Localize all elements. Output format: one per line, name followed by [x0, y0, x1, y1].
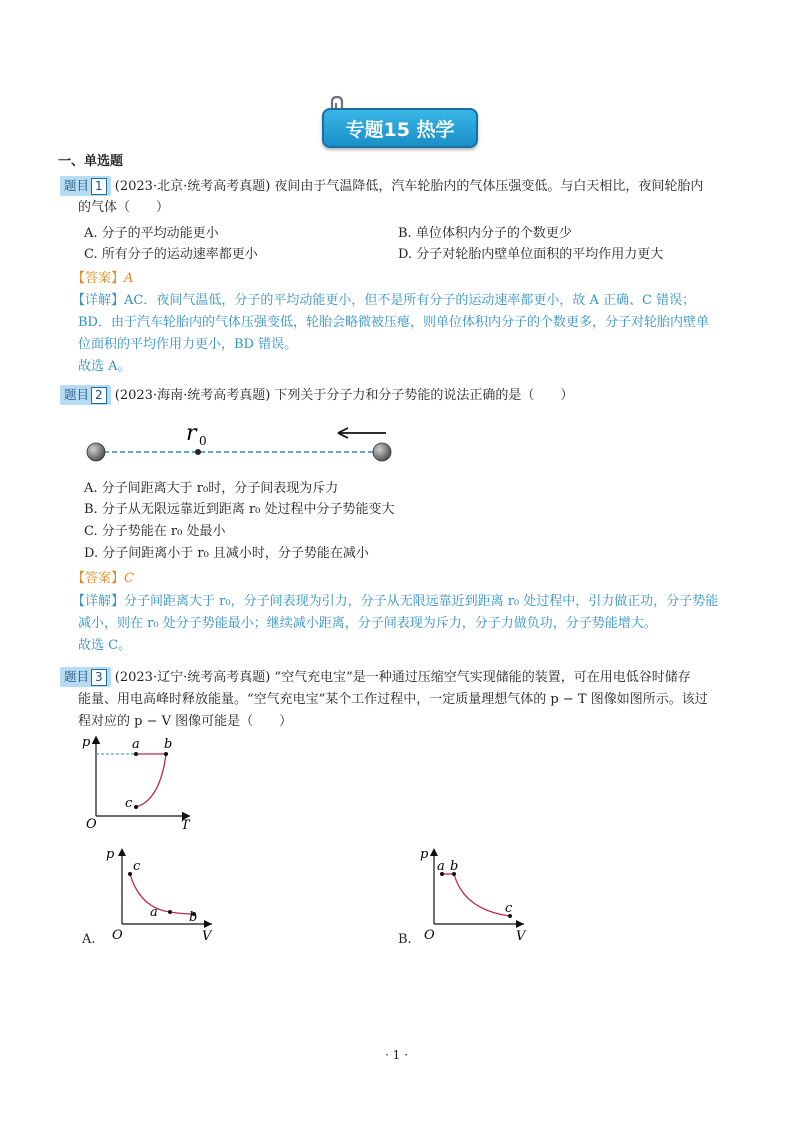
p-T-graph: [78, 732, 208, 832]
svg-text:O: O: [86, 817, 97, 832]
q1-option-c: C. 所有分子的运动速率都更小: [84, 247, 258, 262]
graph-b-label: B.: [398, 932, 412, 947]
question-2-stem: 题目 2 (2023·海南·统考高考真题) 下列关于分子力和分子势能的说法正确的是（ ）: [60, 385, 573, 406]
section-heading: 一、单选题: [58, 154, 124, 169]
svg-text:b: b: [450, 859, 459, 874]
q1-option-b: B. 单位体积内分子的个数更少: [398, 226, 572, 241]
svg-text:V: V: [516, 929, 526, 944]
svg-text:a: a: [132, 737, 140, 752]
svg-text:V: V: [202, 929, 212, 944]
svg-text:c: c: [125, 796, 133, 811]
q2-detail-3: 故选 C。: [78, 638, 132, 653]
svg-text:c: c: [505, 901, 513, 916]
question-1-stem: 题目 1 (2023·北京·统考高考真题) 夜间由于气温降低，汽车轮胎内的气体压强变低。与白天相比，夜间轮胎内: [60, 176, 703, 197]
svg-text:T: T: [181, 818, 190, 832]
q1-answer: 【答案】A: [72, 271, 134, 286]
question-3-stem-3: 程对应的 p − V 图像可能是（ ）: [78, 714, 293, 729]
q1-option-a: A. 分子的平均动能更小: [84, 226, 219, 241]
q2-detail-2: 减小，则在 r₀ 处分子势能最小；继续减小距离，分子间表现为斥力，分子力做负功，分子势能增大。: [78, 616, 657, 631]
svg-text:a: a: [437, 859, 445, 874]
q2-option-c: C. 分子势能在 r₀ 处最小: [84, 524, 226, 539]
question-tag: 题目 2: [60, 385, 111, 405]
svg-text:p: p: [420, 847, 429, 862]
molecule-right: [373, 443, 391, 461]
svg-text:b: b: [164, 737, 173, 752]
graph-a-label: A.: [82, 932, 96, 947]
question-3-stem: 题目 3 (2023·辽宁·统考高考真题) “空气充电宝”是一种通过压缩空气实现储能的装置，可在用电低谷时储存: [60, 667, 691, 688]
page-number: · 1 ·: [385, 1048, 408, 1062]
molecule-distance-figure: [80, 418, 400, 468]
svg-text:O: O: [424, 928, 435, 943]
q2-option-d: D. 分子间距离小于 r₀ 且减小时，分子势能在减小: [84, 546, 369, 561]
q2-detail-1: 【详解】分子间距离大于 r₀，分子间表现为引力，分子从无限远靠近到距离 r₀ 处过程中，引力做正功，分子势能: [72, 594, 719, 609]
r0-point: [195, 449, 201, 455]
q1-detail-2: BD．由于汽车轮胎内的气体压强变低，轮胎会略微被压瘪，则单位体积内分子的个数更多，分子对轮胎内壁单: [78, 315, 709, 330]
question-tag: 题目 3: [60, 667, 111, 687]
q2-option-b: B. 分子从无限远靠近到距离 r₀ 处过程中分子势能变大: [84, 502, 395, 517]
q2-option-a: A. 分子间距离大于 r₀时，分子间表现为斥力: [84, 481, 339, 496]
svg-text:b: b: [189, 910, 198, 925]
r0-label: r: [186, 421, 197, 446]
p-V-graph-b: [412, 842, 537, 947]
q1-detail-1: 【详解】AC．夜间气温低，分子的平均动能更小，但不是所有分子的运动速率都更小，故 A 正确、C 错误；: [72, 293, 696, 308]
p-V-graph-a: [100, 842, 225, 947]
svg-text:p: p: [106, 847, 115, 862]
question-tag: 题目 1: [60, 176, 111, 196]
r0-subscript: 0: [199, 434, 207, 448]
q1-detail-3: 位面积的平均作用力更小，BD 错误。: [78, 337, 298, 352]
q1-detail-4: 故选 A。: [78, 359, 131, 374]
question-1-stem-cont: 的气体（ ）: [78, 200, 170, 215]
page-title: 专题15 热学: [322, 108, 478, 148]
svg-text:p: p: [82, 735, 91, 750]
svg-text:O: O: [112, 928, 123, 943]
q1-option-d: D. 分子对轮胎内壁单位面积的平均作用力更大: [398, 247, 664, 262]
svg-text:a: a: [150, 905, 158, 920]
q2-answer: 【答案】C: [72, 571, 134, 586]
svg-text:c: c: [133, 859, 141, 874]
question-3-stem-2: 能量、用电高峰时释放能量。“空气充电宝”某个工作过程中，一定质量理想气体的 p − T 图像如图所示。该过: [78, 692, 708, 707]
molecule-left: [87, 443, 105, 461]
